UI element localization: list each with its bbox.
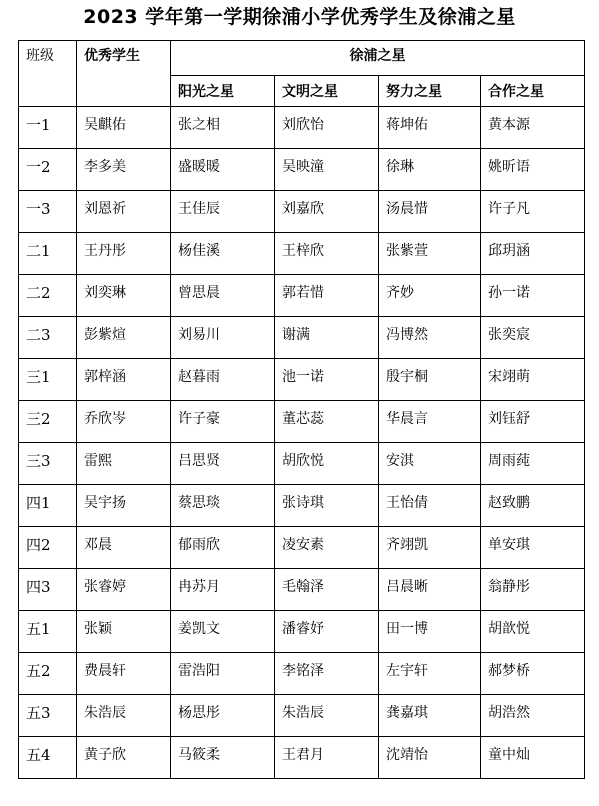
table-row: [19, 317, 585, 359]
cooperation-star-cell: 姚昕语: [481, 149, 585, 191]
civility-star-cell: 郭若惜: [275, 275, 379, 317]
header-row-1: [19, 41, 585, 76]
cooperation-star-cell: 胡浩然: [481, 695, 585, 737]
class-cell: 二1: [19, 233, 77, 275]
table-row: [19, 401, 585, 443]
cooperation-star-cell: 黄本源: [481, 107, 585, 149]
class-cell: 五3: [19, 695, 77, 737]
effort-star-cell: 龚嘉琪: [379, 695, 481, 737]
excellent-student-cell: 王丹彤: [77, 233, 171, 275]
table-row: [19, 233, 585, 275]
class-cell: 四3: [19, 569, 77, 611]
excellent-student-cell: 彭紫煊: [77, 317, 171, 359]
civility-star-cell: 胡欣悦: [275, 443, 379, 485]
effort-star-cell: 沈靖怡: [379, 737, 481, 779]
cooperation-star-cell: 翁静彤: [481, 569, 585, 611]
star-group-header: 徐浦之星: [171, 41, 585, 76]
class-column-header: 班级: [19, 41, 77, 107]
civility-star-header: 文明之星: [275, 76, 379, 107]
excellent-student-cell: 李多美: [77, 149, 171, 191]
class-cell: 二2: [19, 275, 77, 317]
civility-star-cell: 池一诺: [275, 359, 379, 401]
cooperation-star-cell: 童中灿: [481, 737, 585, 779]
excellent-student-cell: 张睿婷: [77, 569, 171, 611]
table-row: [19, 107, 585, 149]
sunshine-star-cell: 王佳辰: [171, 191, 275, 233]
civility-star-cell: 谢满: [275, 317, 379, 359]
class-cell: 一3: [19, 191, 77, 233]
civility-star-cell: 张诗琪: [275, 485, 379, 527]
excellent-student-cell: 朱浩辰: [77, 695, 171, 737]
effort-star-cell: 冯博然: [379, 317, 481, 359]
effort-star-cell: 徐琳: [379, 149, 481, 191]
civility-star-cell: 王梓欣: [275, 233, 379, 275]
effort-star-cell: 吕晨晰: [379, 569, 481, 611]
class-cell: 四2: [19, 527, 77, 569]
cooperation-star-cell: 赵致鹏: [481, 485, 585, 527]
sunshine-star-cell: 雷浩阳: [171, 653, 275, 695]
table-row: [19, 569, 585, 611]
sunshine-star-cell: 许子豪: [171, 401, 275, 443]
excellent-student-cell: 郭梓涵: [77, 359, 171, 401]
excellent-student-cell: 吴麒佑: [77, 107, 171, 149]
class-cell: 一1: [19, 107, 77, 149]
sunshine-star-cell: 姜凯文: [171, 611, 275, 653]
table-row: [19, 275, 585, 317]
page-title: 2023 学年第一学期徐浦小学优秀学生及徐浦之星: [83, 6, 516, 28]
table-row: [19, 611, 585, 653]
table-row: [19, 485, 585, 527]
class-cell: 三2: [19, 401, 77, 443]
table-row: [19, 737, 585, 779]
cooperation-star-cell: 邱玥涵: [481, 233, 585, 275]
class-cell: 二3: [19, 317, 77, 359]
civility-star-cell: 李铭泽: [275, 653, 379, 695]
honor-table: [18, 40, 585, 779]
cooperation-star-cell: 周雨莼: [481, 443, 585, 485]
effort-star-header: 努力之星: [379, 76, 481, 107]
table-row: [19, 443, 585, 485]
excellent-student-cell: 吴宇扬: [77, 485, 171, 527]
table-row: [19, 191, 585, 233]
excellent-student-cell: 刘奕琳: [77, 275, 171, 317]
effort-star-cell: 汤晨惜: [379, 191, 481, 233]
excellent-student-cell: 乔欣岑: [77, 401, 171, 443]
excellent-student-cell: 刘恩祈: [77, 191, 171, 233]
table-row: [19, 527, 585, 569]
effort-star-cell: 安淇: [379, 443, 481, 485]
sunshine-star-cell: 冉苏月: [171, 569, 275, 611]
effort-star-cell: 左宇轩: [379, 653, 481, 695]
civility-star-cell: 董芯蕊: [275, 401, 379, 443]
effort-star-cell: 殷宇桐: [379, 359, 481, 401]
excellent-student-cell: 费晨轩: [77, 653, 171, 695]
class-cell: 五2: [19, 653, 77, 695]
sunshine-star-cell: 张之相: [171, 107, 275, 149]
civility-star-cell: 吴映潼: [275, 149, 379, 191]
effort-star-cell: 齐翊凯: [379, 527, 481, 569]
cooperation-star-cell: 单安琪: [481, 527, 585, 569]
excellent-student-column-header: 优秀学生: [77, 41, 171, 107]
sunshine-star-cell: 盛暖暖: [171, 149, 275, 191]
civility-star-cell: 刘嘉欣: [275, 191, 379, 233]
sunshine-star-cell: 杨佳溪: [171, 233, 275, 275]
cooperation-star-cell: 许子凡: [481, 191, 585, 233]
civility-star-cell: 潘睿妤: [275, 611, 379, 653]
excellent-student-cell: 黄子欣: [77, 737, 171, 779]
cooperation-star-cell: 胡歆悦: [481, 611, 585, 653]
table-row: [19, 653, 585, 695]
civility-star-cell: 刘欣怡: [275, 107, 379, 149]
civility-star-cell: 凌安素: [275, 527, 379, 569]
sunshine-star-cell: 刘易川: [171, 317, 275, 359]
class-cell: 一2: [19, 149, 77, 191]
sunshine-star-header: 阳光之星: [171, 76, 275, 107]
cooperation-star-cell: 郝梦桥: [481, 653, 585, 695]
class-cell: 五1: [19, 611, 77, 653]
class-cell: 五4: [19, 737, 77, 779]
table-row: [19, 695, 585, 737]
effort-star-cell: 华晨言: [379, 401, 481, 443]
sunshine-star-cell: 马筱柔: [171, 737, 275, 779]
civility-star-cell: 朱浩辰: [275, 695, 379, 737]
sunshine-star-cell: 蔡思琰: [171, 485, 275, 527]
sunshine-star-cell: 杨思彤: [171, 695, 275, 737]
effort-star-cell: 王怡倩: [379, 485, 481, 527]
civility-star-cell: 王君月: [275, 737, 379, 779]
effort-star-cell: 蒋坤佑: [379, 107, 481, 149]
excellent-student-cell: 张颖: [77, 611, 171, 653]
excellent-student-cell: 雷熙: [77, 443, 171, 485]
sunshine-star-cell: 曾思晨: [171, 275, 275, 317]
cooperation-star-cell: 宋翊萌: [481, 359, 585, 401]
effort-star-cell: 齐妙: [379, 275, 481, 317]
cooperation-star-cell: 孙一诺: [481, 275, 585, 317]
effort-star-cell: 田一博: [379, 611, 481, 653]
class-cell: 四1: [19, 485, 77, 527]
table-row: [19, 149, 585, 191]
cooperation-star-cell: 刘钰舒: [481, 401, 585, 443]
civility-star-cell: 毛翰泽: [275, 569, 379, 611]
sunshine-star-cell: 赵暮雨: [171, 359, 275, 401]
cooperation-star-header: 合作之星: [481, 76, 585, 107]
cooperation-star-cell: 张奕宸: [481, 317, 585, 359]
effort-star-cell: 张紫萱: [379, 233, 481, 275]
table-row: [19, 359, 585, 401]
sunshine-star-cell: 吕思贤: [171, 443, 275, 485]
class-cell: 三3: [19, 443, 77, 485]
class-cell: 三1: [19, 359, 77, 401]
excellent-student-cell: 邓晨: [77, 527, 171, 569]
sunshine-star-cell: 郁雨欣: [171, 527, 275, 569]
